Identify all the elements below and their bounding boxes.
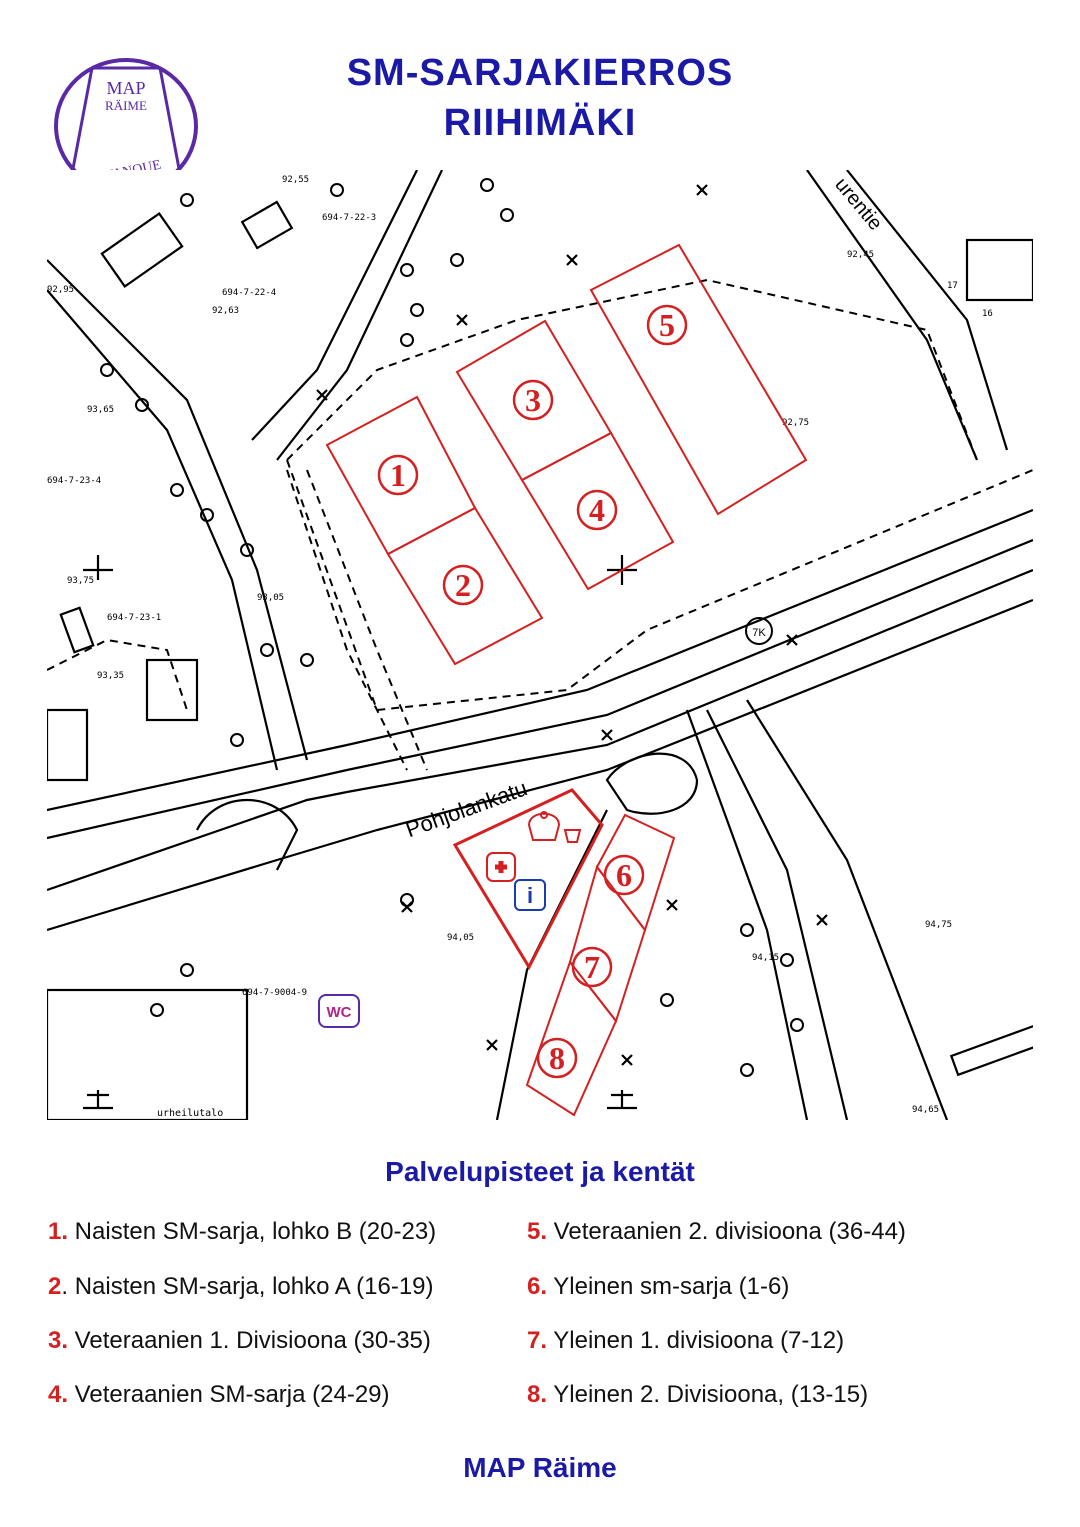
elev-label-10: 94,75 [925,920,953,930]
building-3 [967,240,1033,300]
elev-label-5: 93,05 [257,593,285,603]
elev-label-2: 92,45 [847,250,875,260]
legend-num: 7. [527,1327,548,1354]
elev-label-9: 94,15 [752,953,780,963]
court-number-8: 8 [549,1040,565,1076]
road-left-2 [47,290,277,770]
court-number-6: 6 [616,857,632,893]
court-number-5: 5 [659,307,675,343]
zone-marker: 7K [752,627,766,639]
legend-num: 2 [48,1273,62,1300]
legend-text: . Naisten SM-sarja, lohko A (16-19) [61,1273,434,1300]
logo-middle-text: RÄIME [105,98,147,113]
building-7 [951,1025,1033,1075]
legend-text: Veteraanien 2. divisioona (36-44) [547,1218,906,1245]
road-right-1 [807,170,977,460]
street-name: Pohjolankatu [402,775,531,843]
elev-label-11: 94,65 [912,1105,940,1115]
elev-label-12: 93,65 [87,405,115,415]
legend-num: 1. [48,1218,69,1245]
court-5 [591,245,806,514]
page-subtitle: RIIHIMÄKI [443,102,637,144]
wc-icon-text: WC [326,1004,352,1021]
elev-label-8: 94,05 [447,933,475,943]
court-number-2: 2 [455,567,471,603]
footer-credit: MAP Räime [463,1452,617,1483]
street-edge-south-west [47,792,347,890]
legend-num: 8. [527,1381,548,1408]
court-number-3: 3 [525,382,541,418]
dashed-boundary-1 [287,280,977,460]
elev-label-7: 93,75 [67,576,95,586]
elev-label-6: 93,35 [97,671,125,681]
legend-num: 6. [527,1273,548,1300]
legend-title: Palvelupisteet ja kentät [385,1156,695,1187]
road-top-1 [252,170,417,440]
legend-text: Yleinen 1. divisioona (7-12) [547,1327,845,1354]
legend-item-6 [527,1273,789,1301]
legend-item-7 [527,1327,844,1355]
info-icon-text: i [526,883,534,908]
building-2 [242,202,292,248]
dashed-lines [47,280,1033,770]
legend-num: 5. [527,1218,548,1245]
court-8 [527,962,616,1115]
map-text [47,174,993,1119]
building-5 [147,660,197,720]
building-1 [102,214,182,287]
map-crosses [83,185,827,1108]
legend-num: 4. [48,1381,69,1408]
site-map [47,170,1033,1120]
elev-label-1: 92,55 [282,175,310,185]
house-number-2: 16 [982,309,993,319]
plot-label-3: 694-7-23-4 [47,476,102,486]
legend-text: Veteraanien SM-sarja (24-29) [68,1381,390,1408]
legend-text: Naisten SM-sarja, lohko B (20-23) [68,1218,437,1245]
legend-text: Veteraanien 1. Divisioona (30-35) [68,1327,431,1354]
legend-item-5 [527,1218,906,1246]
legend-item-4 [48,1381,390,1409]
court-number-7: 7 [584,949,600,985]
street-name-2: urentie [830,173,887,235]
building-label: urheilutalo [157,1108,224,1119]
building-urheilutalo [47,990,247,1120]
court-number-1: 1 [390,457,406,493]
kettle-icon [529,812,580,842]
street-edge-north-2 [47,540,1033,838]
elev-label-4: 92,75 [782,418,810,428]
building-6 [47,710,87,780]
logo-bottom-text: PETANQUE [88,157,163,188]
round-area [607,754,697,814]
plot-label-5: 694-7-9004-9 [242,988,308,998]
plot-label-1: 694-7-22-3 [322,213,377,223]
page-title: SM-SARJAKIERROS [346,52,734,94]
plot-label-2: 694-7-22-4 [222,288,277,298]
building-4 [61,608,93,652]
legend-text: Yleinen 2. Divisioona, (13-15) [547,1381,869,1408]
plot-label-4: 694-7-23-1 [107,613,162,623]
logo-top-text: MAP [106,78,146,98]
house-number-1: 17 [947,281,958,291]
legend-item-1 [48,1218,436,1246]
legend-item-8 [527,1381,868,1409]
legend-text: Yleinen sm-sarja (1-6) [547,1273,790,1300]
court-number-4: 4 [589,492,605,528]
turn-curve [197,800,297,870]
dashed-path-1 [287,470,407,770]
base-map [47,170,1033,1120]
legend-num: 3. [48,1327,69,1354]
courts [327,245,806,1115]
legend-item-2 [48,1273,434,1301]
road-lower-right-3 [687,710,807,1120]
elev-label-3: 92,63 [212,306,240,316]
elev-label-13: 92,95 [47,285,75,295]
legend-item-3 [48,1327,431,1355]
road-lower-right-2 [747,700,947,1120]
